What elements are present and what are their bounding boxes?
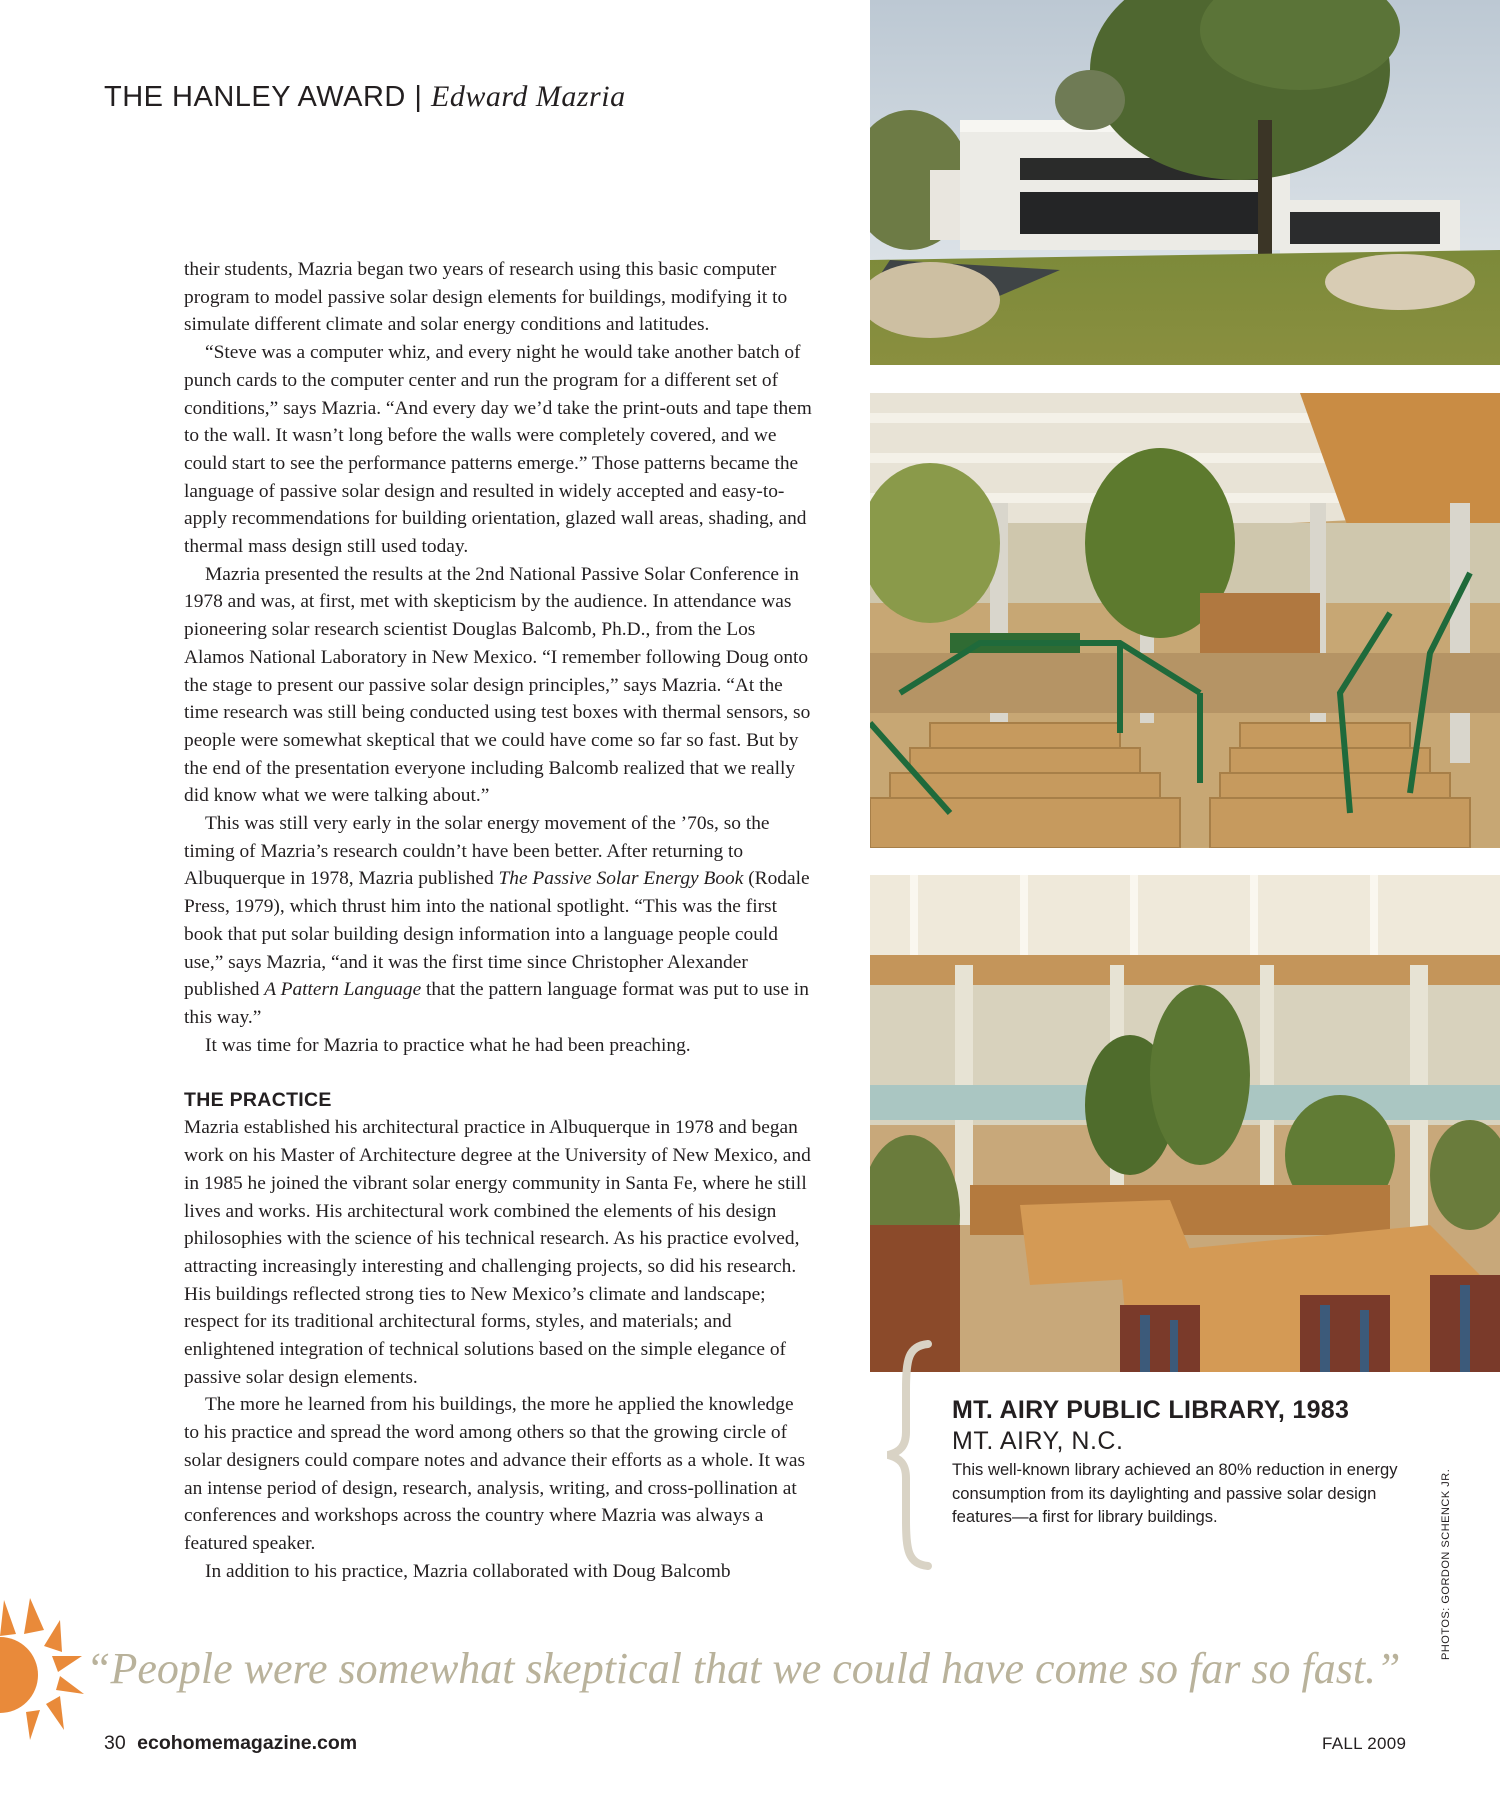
book-title: The Passive Solar Energy Book <box>498 868 744 890</box>
section-title: THE HANLEY AWARD <box>104 81 406 113</box>
paragraph: Mazria established his architectural practice in Albuquerque in 1978 and began work on his Master of Architecture degree at the University of New Mexico, and in 1985 he joined the vibrant solar energy community in Santa Fe, where he still lives and works. His architectural work combined the elements of his design philosophies with the science of his technical research. As his practice evolved, attracting increasingly interesting and challenging projects, so did his research. His buildings reflected strong ties to New Mexico’s climate and landscape; respect for its traditional architectural forms, styles, and materials; and enlightened integration of technical solutions based on the simple elegance of passive solar design elements. <box>184 1117 811 1388</box>
paragraph: Mazria presented the results at the 2nd National Passive Solar Conference in 1978 and was, at first, met with skepticism by the audience. In attendance was pioneering solar research scientist Douglas Balcomb, Ph.D., from the Los Alamos National Laboratory in New Mexico. “I remember following Doug onto the stage to present our passive solar design principles,” says Mazria. “At the time research was still being conducted using test boxes with thermal sensors, so people were somewhat skeptical that we could have come so far so fast. But by the end of the presentation everyone including Balcomb realized that we really did know what we were talking about.” <box>184 563 811 807</box>
footer-left <box>104 1732 357 1755</box>
article-body <box>184 256 812 1585</box>
paragraph: In addition to his practice, Mazria collaborated with Doug Balcomb <box>205 1560 731 1582</box>
paragraph-text: that the pattern language format was put to use in this way.” <box>184 979 809 1028</box>
sun-icon <box>0 1590 86 1740</box>
photo-library-reading-room <box>870 875 1500 1372</box>
website-link[interactable]: ecohomemagazine.com <box>137 1732 358 1754</box>
section-header <box>104 80 626 114</box>
paragraph: “Steve was a computer whiz, and every night he would take another batch of punch cards to the computer center and run the program for a different set of conditions,” says Mazria. “And every day we’d take the print-outs and tape them to the wall. It wasn’t long before the walls were completely covered, and we could start to see the performance patterns emerge.” Those patterns became the language of passive solar design and resulted in widely accepted and easy-to-apply recommendations for building orientation, glazed wall areas, shading, and thermal mass design still used today. <box>184 342 812 558</box>
caption-location: MT. AIRY, N.C. <box>952 1427 1124 1455</box>
page-number: 30 <box>104 1732 126 1754</box>
pull-quote: “People were somewhat skeptical that we could have come so far so fast.” <box>86 1644 1401 1693</box>
photo-caption <box>952 1396 1422 1529</box>
paragraph-text: This was still very early in the solar energy movement of the ’70s, so the timing of Mazria’s research couldn’t have been better. After returning to Albuquerque in 1978, Mazria published <box>184 813 770 890</box>
article-subject: Edward Mazria <box>431 80 626 113</box>
paragraph-text: (Rodale Press, 1979), which thrust him into the national spotlight. “This was the first book that put solar building design information into a language people could use,” says Mazria, “and it was the first time since Christopher Alexander published <box>184 868 810 1001</box>
paragraph: their students, Mazria began two years of research using this basic computer program to model passive solar design elements for buildings, modifying it to simulate different climate and solar energy conditions and latitudes. <box>184 259 788 336</box>
caption-description: This well-known library achieved an 80% reduction in energy consumption from its daylighting and passive solar design features—a first for library buildings. <box>952 1460 1398 1526</box>
header-divider: | <box>414 81 423 113</box>
paragraph: It was time for Mazria to practice what he had been preaching. <box>205 1034 691 1056</box>
caption-title: MT. AIRY PUBLIC LIBRARY, 1983 <box>952 1396 1350 1424</box>
photo-credit: PHOTOS: GORDON SCHENCK JR. <box>1440 1468 1452 1660</box>
issue-date: FALL 2009 <box>1322 1734 1407 1753</box>
book-title: A Pattern Language <box>264 979 422 1001</box>
photo-library-interior-stairs <box>870 393 1500 848</box>
caption-brace <box>880 1340 940 1570</box>
paragraph: The more he learned from his buildings, the more he applied the knowledge to his practice and spread the word among others so that the growing circle of solar designers could compare notes and advance their efforts as a whole. It was an intense period of design, research, analysis, writing, and cross-pollination at conferences and workshops across the country where Mazria was always a featured speaker. <box>184 1394 806 1554</box>
paragraph <box>184 810 812 1032</box>
subheading: THE PRACTICE <box>184 1089 332 1112</box>
photo-library-exterior <box>870 0 1500 365</box>
